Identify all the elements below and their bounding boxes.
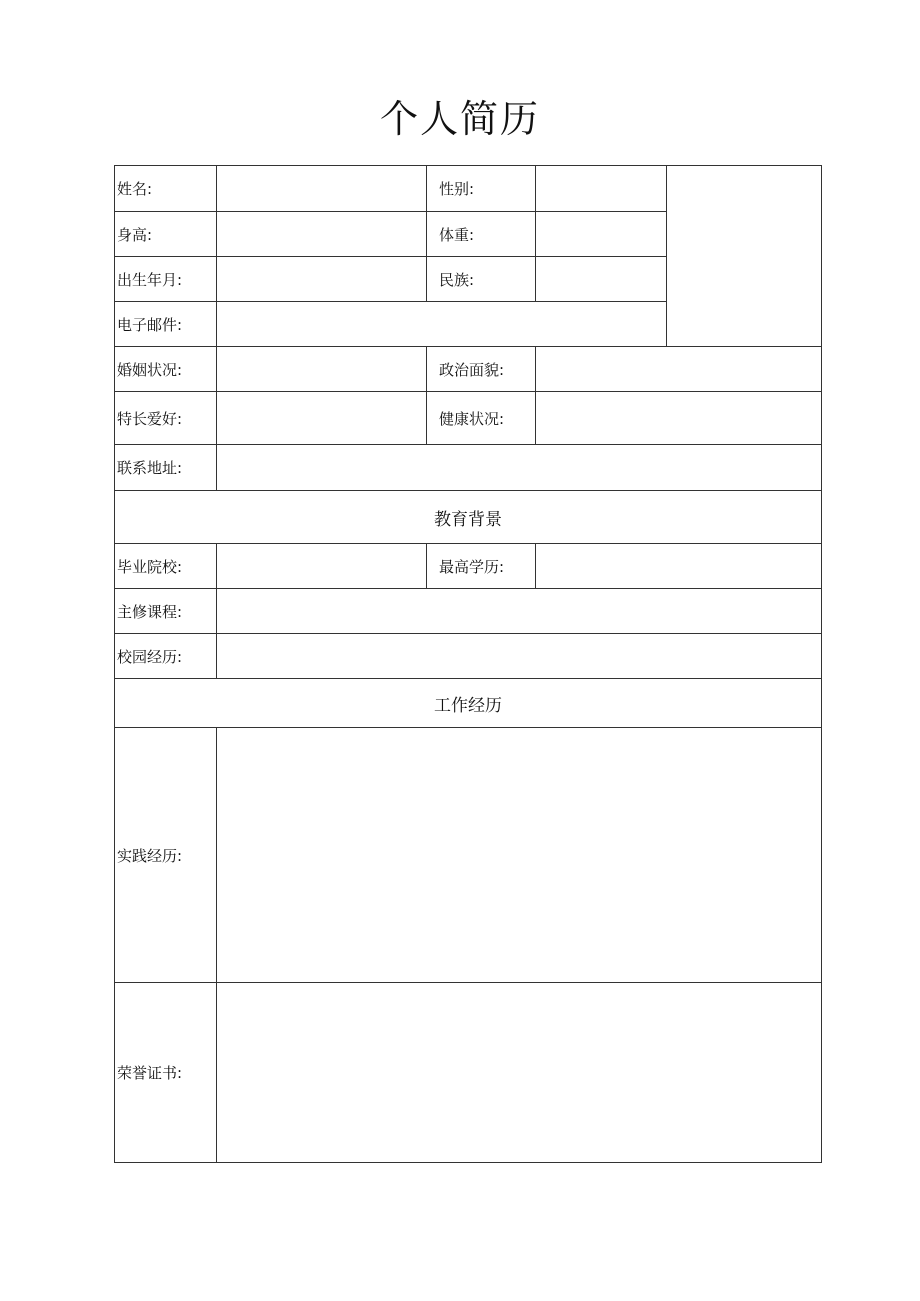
row-address: [115, 445, 822, 491]
marital-field[interactable]: [217, 347, 427, 392]
practice-label: 实践经历:: [115, 728, 217, 983]
email-label: 电子邮件:: [115, 302, 217, 347]
campus-label: 校园经历:: [115, 634, 217, 679]
courses-field[interactable]: [217, 589, 822, 634]
birth-field[interactable]: [217, 257, 427, 302]
education-section-row: [115, 491, 822, 544]
ethnicity-field[interactable]: [536, 257, 667, 302]
gender-label: 性别:: [427, 166, 536, 212]
photo-box[interactable]: [667, 166, 822, 347]
political-field[interactable]: [536, 347, 822, 392]
health-label: 健康状况:: [427, 392, 536, 445]
birth-label: 出生年月:: [115, 257, 217, 302]
practice-field[interactable]: [217, 728, 822, 983]
hobby-field[interactable]: [217, 392, 427, 445]
degree-label: 最高学历:: [427, 544, 536, 589]
height-field[interactable]: [217, 212, 427, 257]
school-field[interactable]: [217, 544, 427, 589]
work-section-title: 工作经历: [115, 679, 822, 728]
hobby-label: 特长爱好:: [115, 392, 217, 445]
education-section-title: 教育背景: [115, 491, 822, 544]
name-field[interactable]: [217, 166, 427, 212]
row-honors: [115, 983, 822, 1163]
ethnicity-label: 民族:: [427, 257, 536, 302]
address-label: 联系地址:: [115, 445, 217, 491]
weight-label: 体重:: [427, 212, 536, 257]
weight-field[interactable]: [536, 212, 667, 257]
honors-label: 荣誉证书:: [115, 983, 217, 1163]
resume-form-table: [114, 165, 822, 1163]
row-courses: [115, 589, 822, 634]
name-label: 姓名:: [115, 166, 217, 212]
page-title: 个人简历: [379, 97, 540, 141]
row-hobby-health: [115, 392, 822, 445]
row-campus: [115, 634, 822, 679]
row-school-degree: [115, 544, 822, 589]
row-name-gender: [115, 166, 822, 212]
honors-field[interactable]: [217, 983, 822, 1163]
health-field[interactable]: [536, 392, 822, 445]
row-practice: [115, 728, 822, 983]
address-field[interactable]: [217, 445, 822, 491]
school-label: 毕业院校:: [115, 544, 217, 589]
campus-field[interactable]: [217, 634, 822, 679]
courses-label: 主修课程:: [115, 589, 217, 634]
gender-field[interactable]: [536, 166, 667, 212]
row-marital-political: [115, 347, 822, 392]
height-label: 身高:: [115, 212, 217, 257]
marital-label: 婚姻状况:: [115, 347, 217, 392]
email-field[interactable]: [217, 302, 667, 347]
political-label: 政治面貌:: [427, 347, 536, 392]
degree-field[interactable]: [536, 544, 822, 589]
work-section-row: [115, 679, 822, 728]
